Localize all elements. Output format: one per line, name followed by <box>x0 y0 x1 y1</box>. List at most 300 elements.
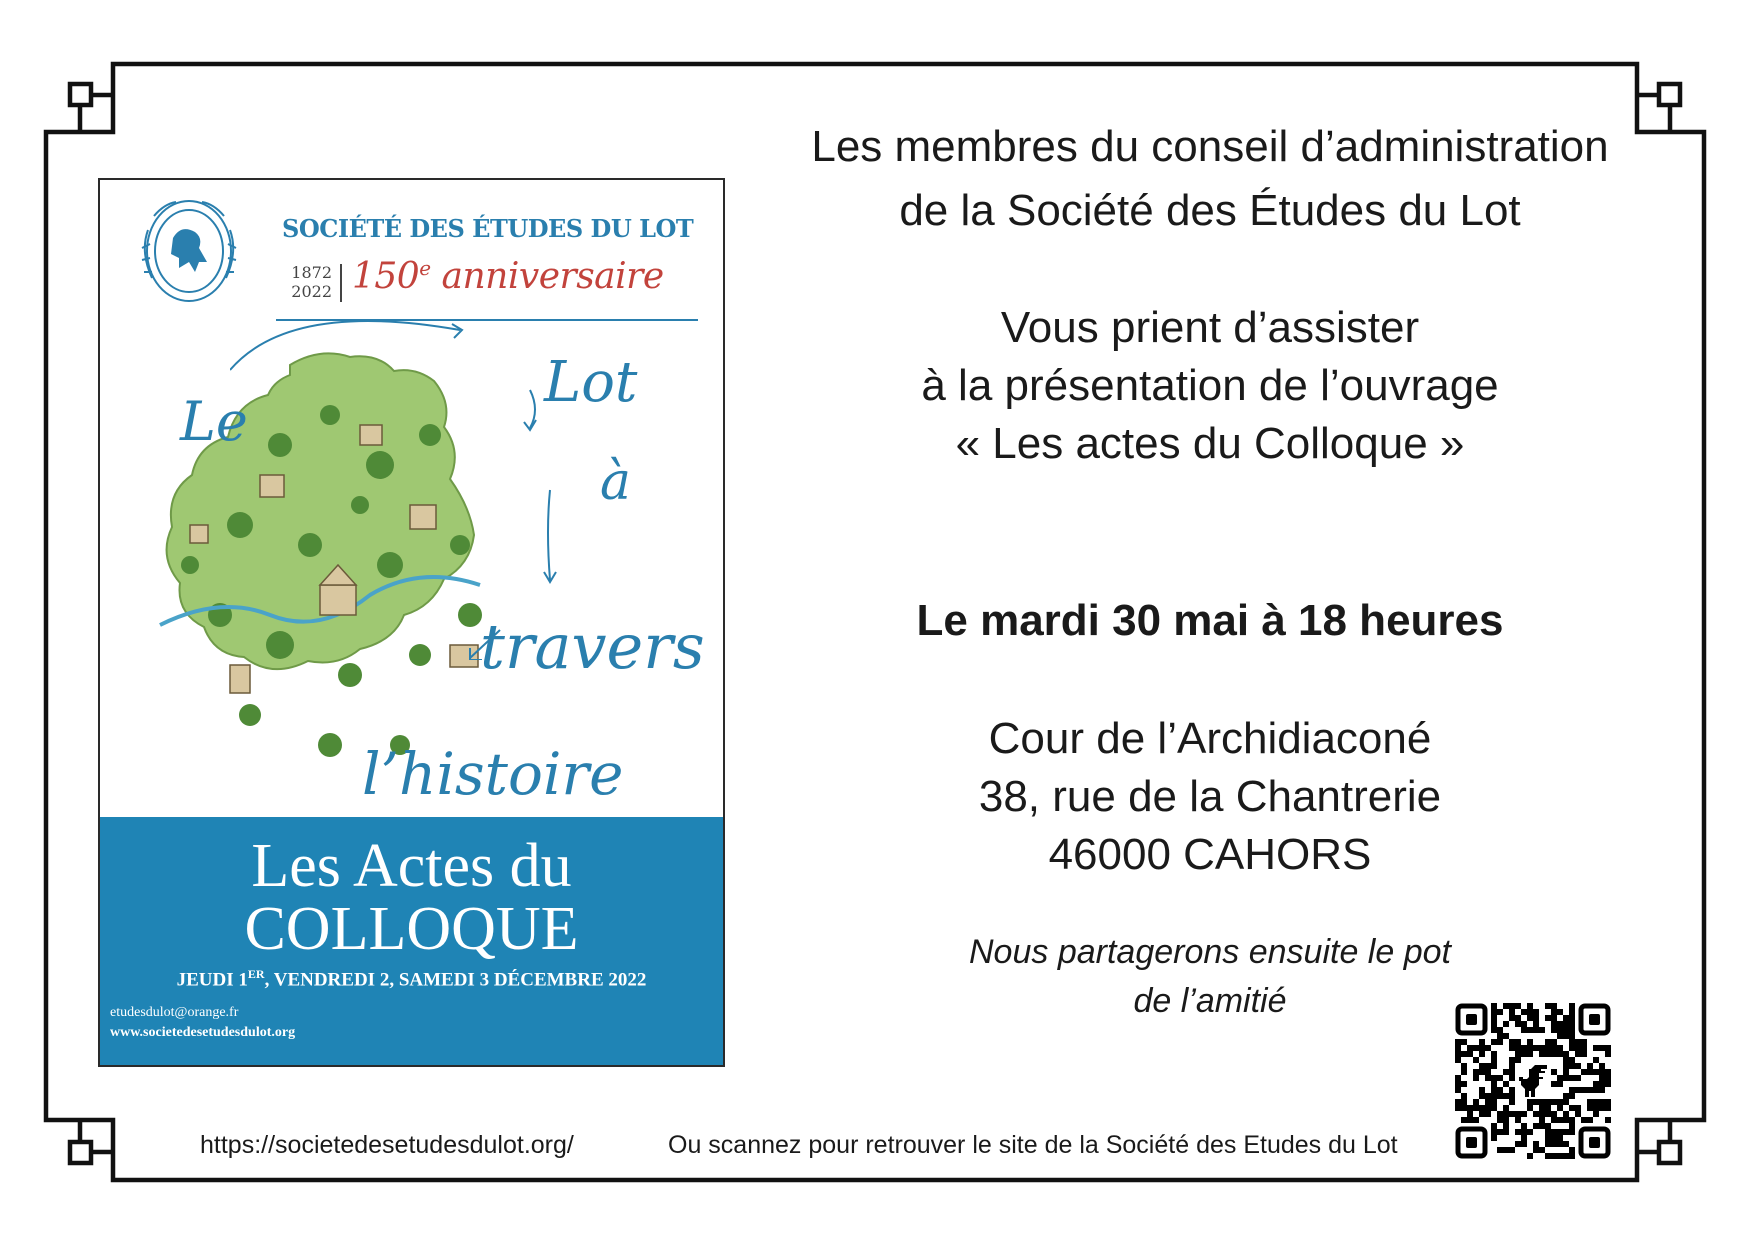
qr-module <box>1491 1075 1497 1081</box>
qr-module <box>1575 1063 1581 1069</box>
qr-module <box>1605 1081 1611 1087</box>
qr-module <box>1569 1027 1575 1033</box>
qr-module <box>1557 1105 1563 1111</box>
qr-module <box>1587 1063 1593 1069</box>
qr-module <box>1545 1039 1551 1045</box>
qr-module <box>1473 1105 1479 1111</box>
qr-module <box>1515 1057 1521 1063</box>
qr-module <box>1485 1075 1491 1081</box>
qr-module <box>1557 1051 1563 1057</box>
qr-module <box>1479 1093 1485 1099</box>
address-line-2: 38, rue de la Chantrerie <box>978 772 1442 821</box>
qr-module <box>1551 1039 1557 1045</box>
qr-module <box>1557 1027 1563 1033</box>
qr-module <box>1491 1129 1497 1135</box>
qr-module <box>1563 1141 1569 1147</box>
qr-module <box>1593 1045 1599 1051</box>
qr-module <box>1545 1129 1551 1135</box>
qr-module <box>1515 1141 1521 1147</box>
qr-module <box>1593 1057 1599 1063</box>
qr-module <box>1497 1087 1503 1093</box>
qr-module <box>1455 1075 1461 1081</box>
poster-years <box>282 263 332 301</box>
qr-module <box>1533 1027 1539 1033</box>
qr-module <box>1581 1039 1587 1045</box>
qr-module <box>1455 1081 1461 1087</box>
qr-module <box>1545 1099 1551 1105</box>
qr-module <box>1563 1051 1569 1057</box>
qr-module <box>1581 1051 1587 1057</box>
qr-module <box>1575 1075 1581 1081</box>
qr-module <box>1551 1051 1557 1057</box>
qr-module <box>1491 1009 1497 1015</box>
qr-module <box>1479 1063 1485 1069</box>
qr-module <box>1551 1015 1557 1021</box>
qr-module <box>1569 1009 1575 1015</box>
qr-module <box>1527 1015 1533 1021</box>
qr-module <box>1539 1045 1545 1051</box>
qr-module <box>1581 1069 1587 1075</box>
qr-module <box>1521 1135 1527 1141</box>
qr-module <box>1485 1069 1491 1075</box>
qr-module <box>1593 1069 1599 1075</box>
poster-society-name: SOCIÉTÉ DES ÉTUDES DU LOT <box>282 214 694 243</box>
qr-module <box>1509 1099 1515 1105</box>
qr-module <box>1521 1051 1527 1057</box>
title-word-histoire: l’histoire <box>362 740 624 808</box>
qr-module <box>1563 1111 1569 1117</box>
qr-module <box>1545 1135 1551 1141</box>
qr-module <box>1569 1129 1575 1135</box>
qr-module <box>1599 1063 1605 1069</box>
qr-module <box>1527 1105 1533 1111</box>
qr-module <box>1485 1093 1491 1099</box>
year-end: 2022 <box>291 282 332 301</box>
qr-module <box>1497 1093 1503 1099</box>
qr-module <box>1557 1141 1563 1147</box>
qr-module <box>1533 1099 1539 1105</box>
qr-module <box>1455 1045 1461 1051</box>
qr-module <box>1539 1027 1545 1033</box>
qr-module <box>1461 1051 1467 1057</box>
qr-module <box>1563 1069 1569 1075</box>
qr-module <box>1485 1045 1491 1051</box>
invitation-line-4: à la présentation de l’ouvrage <box>921 361 1499 410</box>
qr-module <box>1503 1123 1509 1129</box>
qr-module <box>1545 1123 1551 1129</box>
qr-module <box>1515 1015 1521 1021</box>
qr-module <box>1599 1087 1605 1093</box>
qr-module <box>1521 1009 1527 1015</box>
qr-module <box>1605 1105 1611 1111</box>
qr-module <box>1569 1063 1575 1069</box>
qr-module <box>1521 1027 1527 1033</box>
qr-module <box>1515 1129 1521 1135</box>
qr-module <box>1479 1051 1485 1057</box>
qr-module <box>1539 1111 1545 1117</box>
qr-module <box>1569 1057 1575 1063</box>
qr-module <box>1563 1153 1569 1159</box>
qr-module <box>1509 1063 1515 1069</box>
poster-image <box>98 178 725 1067</box>
qr-module <box>1515 1003 1521 1009</box>
qr-module <box>1497 1075 1503 1081</box>
qr-module <box>1503 1147 1509 1153</box>
qr-module <box>1503 1105 1509 1111</box>
qr-module <box>1539 1117 1545 1123</box>
qr-module <box>1503 1093 1509 1099</box>
qr-module <box>1605 1075 1611 1081</box>
qr-module <box>1461 1093 1467 1099</box>
qr-module <box>1473 1075 1479 1081</box>
qr-module <box>1497 1009 1503 1015</box>
qr-module <box>1569 1075 1575 1081</box>
qr-module <box>1575 1045 1581 1051</box>
note-line-2: de l’amitié <box>1133 982 1287 1020</box>
qr-module <box>1605 1051 1611 1057</box>
qr-module <box>1497 1117 1503 1123</box>
qr-module <box>1605 1099 1611 1105</box>
qr-module <box>1545 1153 1551 1159</box>
qr-module <box>1545 1105 1551 1111</box>
society-seal-icon <box>128 190 250 312</box>
qr-module <box>1485 1063 1491 1069</box>
qr-module <box>1557 1075 1563 1081</box>
qr-module <box>1593 1081 1599 1087</box>
qr-module <box>1455 1087 1461 1093</box>
qr-module <box>1503 1021 1509 1027</box>
qr-module <box>1527 1003 1533 1009</box>
qr-module <box>1509 1075 1515 1081</box>
qr-module <box>1509 1069 1515 1075</box>
qr-module <box>1479 1069 1485 1075</box>
poster-anniversary <box>352 256 664 297</box>
note-line-1: Nous partagerons ensuite le pot <box>969 933 1451 971</box>
qr-module <box>1575 1039 1581 1045</box>
qr-module <box>1491 1087 1497 1093</box>
qr-module <box>1509 1093 1515 1099</box>
scan-instruction: Ou scannez pour retrouver le site de la Société des Etudes du Lot <box>668 1131 1398 1159</box>
qr-module <box>1533 1141 1539 1147</box>
qr-module <box>1539 1147 1545 1153</box>
qr-module <box>1563 1093 1569 1099</box>
qr-module <box>1551 1141 1557 1147</box>
qr-module <box>1503 1117 1509 1123</box>
qr-module <box>1509 1009 1515 1015</box>
qr-module <box>1461 1081 1467 1087</box>
qr-module <box>1551 1045 1557 1051</box>
qr-module <box>1569 1093 1575 1099</box>
qr-module <box>1569 1153 1575 1159</box>
qr-module <box>1557 1129 1563 1135</box>
qr-module <box>1473 1117 1479 1123</box>
qr-module <box>1587 1105 1593 1111</box>
qr-module <box>1503 1081 1509 1087</box>
qr-module <box>1461 1099 1467 1105</box>
qr-module <box>1599 1075 1605 1081</box>
qr-module <box>1545 1141 1551 1147</box>
qr-module <box>1473 1057 1479 1063</box>
qr-module <box>1461 1069 1467 1075</box>
qr-module <box>1497 1129 1503 1135</box>
invitation-line-2: de la Société des Études du Lot <box>899 186 1521 235</box>
qr-module <box>1563 1021 1569 1027</box>
dates-sup: ER <box>247 967 265 981</box>
qr-module <box>1539 1123 1545 1129</box>
qr-module <box>1527 1009 1533 1015</box>
qr-module <box>1509 1147 1515 1153</box>
qr-module <box>1497 1039 1503 1045</box>
qr-module <box>1539 1105 1545 1111</box>
poster-dates <box>100 967 723 991</box>
qr-module <box>1491 1081 1497 1087</box>
qr-module <box>1491 1063 1497 1069</box>
qr-module <box>1461 1063 1467 1069</box>
title-word-le: Le <box>180 390 248 453</box>
qr-module <box>1599 1069 1605 1075</box>
qr-module <box>1527 1099 1533 1105</box>
qr-module <box>1515 1111 1521 1117</box>
qr-module <box>1527 1051 1533 1057</box>
qr-module <box>1491 1027 1497 1033</box>
qr-module <box>1533 1147 1539 1153</box>
qr-module <box>1533 1009 1539 1015</box>
title-word-travers: travers <box>480 610 705 683</box>
anniversary-sup: e <box>419 256 431 280</box>
qr-module <box>1605 1045 1611 1051</box>
qr-module <box>1509 1003 1515 1009</box>
qr-module <box>1491 1021 1497 1027</box>
qr-module <box>1533 1123 1539 1129</box>
qr-module <box>1551 1069 1557 1075</box>
qr-module <box>1563 1033 1569 1039</box>
qr-module <box>1569 1117 1575 1123</box>
qr-module <box>1491 1015 1497 1021</box>
qr-module <box>1467 1111 1473 1117</box>
dates-suffix: , VENDREDI 2, SAMEDI 3 DÉCEMBRE 2022 <box>264 969 647 991</box>
qr-module <box>1503 1033 1509 1039</box>
qr-module <box>1509 1039 1515 1045</box>
qr-module <box>1569 1015 1575 1021</box>
qr-module <box>1593 1099 1599 1105</box>
website-link[interactable]: https://societedesetudesdulot.org/ <box>200 1131 574 1159</box>
qr-module <box>1557 1033 1563 1039</box>
qr-module <box>1509 1087 1515 1093</box>
qr-module <box>1491 1051 1497 1057</box>
dates-prefix: JEUDI 1 <box>176 969 248 991</box>
qr-module <box>1521 1021 1527 1027</box>
qr-module <box>1581 1045 1587 1051</box>
qr-module <box>1593 1105 1599 1111</box>
qr-module <box>1575 1111 1581 1117</box>
qr-module <box>1551 1111 1557 1117</box>
qr-module <box>1563 1075 1569 1081</box>
qr-module <box>1587 1087 1593 1093</box>
qr-module <box>1551 1117 1557 1123</box>
qr-module <box>1497 1027 1503 1033</box>
qr-module <box>1557 1099 1563 1105</box>
invitation-line-5: « Les actes du Colloque » <box>955 419 1465 468</box>
year-start: 1872 <box>291 263 332 282</box>
qr-module <box>1473 1069 1479 1075</box>
qr-module <box>1593 1087 1599 1093</box>
qr-module <box>1545 1051 1551 1057</box>
qr-module <box>1569 1105 1575 1111</box>
qr-module <box>1491 1105 1497 1111</box>
qr-module <box>1539 1051 1545 1057</box>
qr-module <box>1515 1021 1521 1027</box>
qr-module <box>1569 1147 1575 1153</box>
poster-band-line1: Les Actes du <box>251 832 572 900</box>
qr-module <box>1509 1015 1515 1021</box>
qr-module <box>1455 1057 1461 1063</box>
qr-module <box>1485 1105 1491 1111</box>
qr-module <box>1599 1099 1605 1105</box>
qr-module <box>1455 1039 1461 1045</box>
qr-module <box>1473 1099 1479 1105</box>
qr-module <box>1509 1045 1515 1051</box>
qr-module <box>1575 1105 1581 1111</box>
qr-module <box>1545 1045 1551 1051</box>
qr-module <box>1575 1087 1581 1093</box>
qr-module <box>1467 1051 1473 1057</box>
qr-module <box>1557 1135 1563 1141</box>
qr-module <box>1569 1033 1575 1039</box>
qr-module <box>1527 1039 1533 1045</box>
qr-module <box>1527 1153 1533 1159</box>
qr-module <box>1485 1111 1491 1117</box>
qr-module <box>1593 1111 1599 1117</box>
qr-module <box>1563 1015 1569 1021</box>
qr-module <box>1491 1135 1497 1141</box>
invitation-line-3: Vous prient d’assister <box>1000 303 1420 352</box>
poster-email: etudesdulot@orange.fr <box>110 1005 239 1020</box>
qr-module <box>1509 1057 1515 1063</box>
event-date: Le mardi 30 mai à 18 heures <box>916 596 1504 645</box>
address-line-1: Cour de l’Archidiaconé <box>988 714 1432 763</box>
qr-module <box>1557 1009 1563 1015</box>
qr-module <box>1527 1129 1533 1135</box>
qr-module <box>1491 1003 1497 1009</box>
qr-module <box>1497 1033 1503 1039</box>
qr-module <box>1491 1039 1497 1045</box>
qr-module <box>1515 1051 1521 1057</box>
qr-module <box>1533 1045 1539 1051</box>
qr-module <box>1545 1003 1551 1009</box>
qr-module <box>1557 1045 1563 1051</box>
qr-module <box>1521 1141 1527 1147</box>
qr-module <box>1503 1003 1509 1009</box>
title-word-lot: Lot <box>544 350 638 415</box>
qr-module <box>1503 1111 1509 1117</box>
qr-module <box>1515 1045 1521 1051</box>
qr-module <box>1521 1111 1527 1117</box>
year-separator <box>340 264 342 302</box>
invitation-line-1: Les membres du conseil d’administration <box>811 122 1609 171</box>
qr-module <box>1563 1117 1569 1123</box>
qr-module <box>1527 1045 1533 1051</box>
address-line-3: 46000 CAHORS <box>1048 830 1372 879</box>
qr-module <box>1599 1045 1605 1051</box>
qr-module <box>1581 1117 1587 1123</box>
qr-module <box>1557 1021 1563 1027</box>
qr-module <box>1551 1009 1557 1015</box>
qr-module <box>1479 1045 1485 1051</box>
qr-module <box>1557 1081 1563 1087</box>
qr-module <box>1479 1111 1485 1117</box>
qr-module <box>1491 1093 1497 1099</box>
qr-module <box>1569 1123 1575 1129</box>
title-word-a: à <box>600 452 632 512</box>
qr-module <box>1569 1045 1575 1051</box>
qr-module <box>1569 1003 1575 1009</box>
qr-module <box>1551 1153 1557 1159</box>
qr-module <box>1509 1111 1515 1117</box>
qr-module <box>1563 1063 1569 1069</box>
qr-module <box>1461 1105 1467 1111</box>
qr-module <box>1521 1045 1527 1051</box>
qr-module <box>1515 1117 1521 1123</box>
qr-module <box>1479 1039 1485 1045</box>
qr-code[interactable] <box>1455 1003 1611 1159</box>
qr-module <box>1545 1111 1551 1117</box>
qr-module <box>1485 1099 1491 1105</box>
qr-module <box>1551 1027 1557 1033</box>
qr-module <box>1557 1117 1563 1123</box>
poster-band <box>100 817 723 1067</box>
qr-module <box>1587 1099 1593 1105</box>
qr-module <box>1491 1057 1497 1063</box>
qr-module <box>1497 1111 1503 1117</box>
qr-module <box>1551 1003 1557 1009</box>
qr-module <box>1587 1069 1593 1075</box>
qr-module <box>1605 1069 1611 1075</box>
qr-module <box>1479 1105 1485 1111</box>
qr-module <box>1539 1099 1545 1105</box>
qr-module <box>1491 1123 1497 1129</box>
poster-website: www.societedesetudesdulot.org <box>110 1025 296 1040</box>
qr-module <box>1503 1129 1509 1135</box>
qr-module <box>1533 1015 1539 1021</box>
qr-module <box>1533 1021 1539 1027</box>
qr-module <box>1563 1057 1569 1063</box>
qr-module <box>1503 1069 1509 1075</box>
qr-module <box>1569 1039 1575 1045</box>
qr-module <box>1563 1129 1569 1135</box>
qr-module <box>1515 1039 1521 1045</box>
qr-module <box>1467 1117 1473 1123</box>
qr-module <box>1461 1117 1467 1123</box>
qr-module <box>1551 1099 1557 1105</box>
qr-module <box>1569 1087 1575 1093</box>
qr-module <box>1563 1027 1569 1033</box>
qr-module <box>1551 1129 1557 1135</box>
poster-band-line2: COLLOQUE <box>244 895 579 963</box>
qr-module <box>1467 1105 1473 1111</box>
qr-module <box>1569 1021 1575 1027</box>
qr-module <box>1455 1051 1461 1057</box>
qr-module <box>1545 1015 1551 1021</box>
qr-module <box>1599 1081 1605 1087</box>
qr-module <box>1551 1021 1557 1027</box>
qr-module <box>1467 1045 1473 1051</box>
qr-module <box>1479 1087 1485 1093</box>
qr-module <box>1455 1105 1461 1111</box>
qr-module <box>1557 1153 1563 1159</box>
qr-module <box>1563 1099 1569 1105</box>
qr-module <box>1527 1027 1533 1033</box>
qr-module <box>1587 1117 1593 1123</box>
